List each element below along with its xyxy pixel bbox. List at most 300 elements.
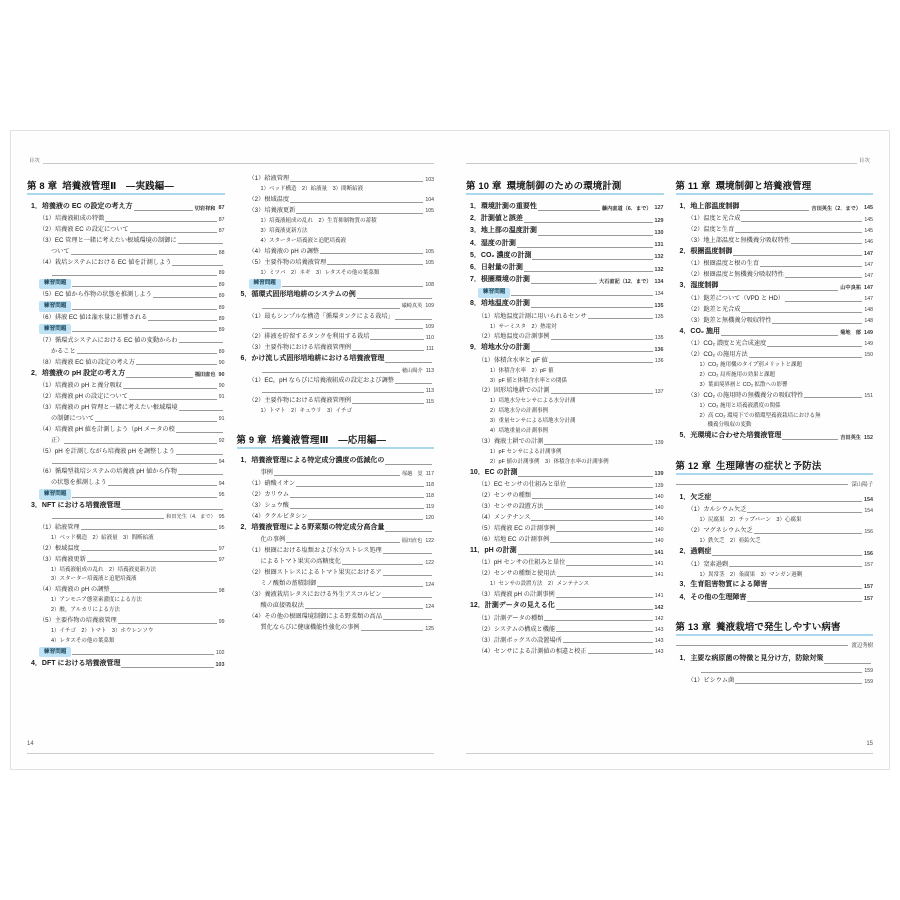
toc-entry[interactable] — [466, 239, 664, 250]
toc-entry[interactable] — [237, 376, 435, 386]
toc-leader-line — [747, 600, 862, 602]
toc-entry[interactable] — [27, 279, 225, 289]
toc-entry[interactable] — [237, 612, 435, 622]
toc-entry[interactable] — [676, 225, 874, 235]
toc-entries-r2b — [676, 493, 874, 603]
toc-entry-page: 89 — [218, 304, 225, 311]
toc-entry[interactable] — [676, 412, 874, 421]
toc-entry-label: 1）ミツバ 2）ネギ 3）レタスその他の葉菜類 — [260, 269, 380, 276]
toc-entry[interactable] — [237, 601, 435, 611]
toc-entry[interactable] — [27, 637, 225, 646]
toc-leader-line — [105, 220, 216, 222]
toc-leader-line — [544, 443, 653, 445]
toc-entry-page: 157 — [864, 596, 873, 603]
running-head-label: 目次 — [27, 157, 43, 165]
toc-entry[interactable] — [27, 247, 225, 257]
toc-entry-page: 124 — [425, 603, 434, 610]
toc-entry[interactable] — [27, 534, 225, 543]
toc-entry[interactable] — [466, 263, 664, 274]
toc-entry[interactable] — [466, 427, 664, 436]
toc-leader-line — [385, 530, 432, 532]
toc-entries-l2a — [237, 174, 435, 416]
footer-rule — [27, 753, 434, 754]
right-page-columns — [466, 174, 873, 750]
toc-entries-r2c — [676, 654, 874, 685]
toc-entry[interactable] — [676, 281, 874, 292]
toc-entry[interactable] — [676, 654, 874, 665]
toc-entry-label: 2．培養液の pH 設定の考え方 — [31, 369, 126, 377]
toc-entry[interactable] — [466, 535, 664, 545]
toc-entry[interactable] — [237, 590, 435, 600]
toc-entry[interactable] — [676, 247, 874, 258]
toc-entry[interactable] — [676, 402, 874, 411]
toc-entry[interactable] — [466, 397, 664, 406]
toc-entry[interactable] — [466, 214, 664, 225]
toc-entry-label: （1）ピシウム菌 — [687, 677, 735, 685]
toc-entry-page: 134 — [654, 278, 664, 285]
toc-leader-line — [511, 294, 652, 296]
toc-entry[interactable] — [237, 501, 435, 511]
footer-rule — [466, 753, 873, 754]
toc-leader-line — [274, 474, 400, 476]
toc-entry-label: 3）葉面境界層と CO₂ 拡散への影響 — [699, 381, 788, 388]
toc-entry[interactable] — [676, 580, 874, 591]
toc-entry-label: 2．計測値と誤差 — [470, 215, 523, 223]
toc-entry[interactable] — [466, 299, 664, 310]
toc-entry-label: 練習問題 — [249, 279, 281, 289]
toc-leader-line — [733, 254, 862, 256]
toc-entry[interactable] — [27, 392, 225, 402]
toc-entry[interactable] — [27, 358, 225, 368]
toc-leader-line — [71, 253, 217, 255]
toc-entry-label: 1．欠乏症 — [679, 494, 712, 502]
toc-entry-label: （1）EC，pH ならびに培養液組成の設定および調整 — [248, 377, 394, 384]
toc-entry-page: 90 — [218, 383, 225, 390]
toc-entry[interactable] — [27, 214, 225, 224]
chapter-title: 培養液管理Ⅱ ―実践編― — [62, 180, 174, 191]
toc-entries-r1 — [466, 202, 664, 656]
toc-entry[interactable] — [466, 590, 664, 600]
toc-entry[interactable] — [466, 288, 664, 298]
toc-entry[interactable] — [676, 327, 874, 338]
toc-entry[interactable] — [676, 676, 874, 686]
toc-entry-label: 9．培地水分の計測 — [470, 344, 530, 352]
toc-entry-label: 7．根圏環境の計測 — [470, 276, 530, 284]
toc-entry-label: （2）根圏温度と無機養分吸収特性 — [687, 271, 784, 279]
toc-entry-label: 1）イチゴ 2）トマト 3）ホウレンソウ — [51, 628, 154, 635]
toc-entry[interactable] — [676, 305, 874, 315]
toc-entry[interactable] — [27, 369, 225, 380]
toc-entry-label: （2）温度と生育 — [687, 226, 735, 234]
toc-entry[interactable] — [466, 251, 664, 262]
toc-entry[interactable] — [27, 566, 225, 575]
toc-entry[interactable] — [237, 523, 435, 534]
toc-entry[interactable] — [237, 490, 435, 500]
toc-entry[interactable] — [27, 478, 225, 488]
toc-entry[interactable] — [27, 425, 225, 435]
toc-entry[interactable] — [676, 431, 874, 442]
toc-leader-line — [735, 231, 862, 233]
toc-entry-label: （4）培養液 pH 値を計測しよう（pH メータの校 — [39, 425, 175, 433]
toc-entry[interactable] — [237, 623, 435, 633]
toc-entry[interactable] — [676, 421, 874, 430]
toc-entry-page: 95 — [218, 525, 225, 532]
toc-entry[interactable] — [676, 339, 874, 349]
toc-entry-page: 89 — [218, 292, 225, 299]
toc-entry-label: （2）システムの構成と機能 — [478, 625, 556, 633]
toc-entry[interactable] — [676, 214, 874, 224]
toc-entry-label: （2）排液を貯留するタンクを利用する栽培 — [248, 333, 370, 341]
toc-entry-label: （2）主要作物における培養液管理例 — [248, 397, 351, 405]
toc-entry[interactable] — [676, 593, 874, 604]
toc-entry[interactable] — [237, 512, 435, 522]
toc-entry[interactable] — [466, 569, 664, 579]
toc-entry-label: 1）アンモニア態窒素濃度による方法 — [51, 597, 142, 604]
toc-entry[interactable] — [466, 558, 664, 568]
toc-entry[interactable] — [237, 174, 435, 184]
toc-entry-label: （3）EC 管理と一緒に考えたい根域環境の制御に — [39, 237, 177, 245]
toc-entry[interactable] — [27, 447, 225, 457]
toc-entry[interactable] — [27, 313, 225, 323]
toc-entry[interactable] — [676, 294, 874, 304]
toc-entry[interactable] — [27, 347, 225, 357]
toc-entry-page: 95 — [218, 514, 225, 521]
toc-entry-label: 2）高 CO₂ 環境下での循環型養液栽培における無 — [699, 412, 821, 419]
toc-entry[interactable] — [676, 537, 874, 546]
toc-entry[interactable] — [27, 414, 225, 424]
toc-entry[interactable] — [676, 667, 874, 675]
toc-entry-page: 134 — [654, 290, 664, 297]
toc-entry[interactable] — [237, 237, 435, 246]
toc-entry[interactable] — [466, 417, 664, 426]
toc-leader-line — [370, 338, 423, 340]
toc-entry[interactable] — [237, 354, 435, 365]
toc-entry-label: 2．根圏温度制御 — [679, 248, 733, 256]
toc-entry-label: 3．生育阻害物質による障害 — [679, 581, 768, 589]
toc-leader-line — [179, 341, 223, 343]
toc-entry[interactable] — [237, 247, 435, 257]
toc-leader-line — [87, 560, 217, 562]
toc-entry[interactable] — [237, 312, 435, 322]
toc-entry-page: 135 — [654, 314, 664, 321]
toc-entry-label: 3．湿度制御 — [679, 282, 719, 290]
toc-entry[interactable] — [676, 236, 874, 246]
toc-entry-label: 1．主要な病原菌の特徴と見分け方，防除対策 — [679, 655, 824, 663]
toc-entry[interactable] — [466, 332, 664, 342]
toc-entry-label: ついて — [51, 248, 70, 256]
toc-entry[interactable] — [27, 616, 225, 626]
toc-entry[interactable] — [27, 501, 225, 512]
toc-entry-page: 90 — [218, 372, 225, 379]
toc-entry-page: 148 — [864, 318, 873, 325]
toc-leader-line — [518, 475, 652, 477]
toc-entry-page: 140 — [654, 515, 664, 522]
chapter-number: 第 9 章 — [236, 433, 267, 445]
toc-entry[interactable] — [237, 579, 435, 589]
toc-entry-label: （4）培養液の pH の調整 — [39, 586, 110, 594]
toc-leader-line — [118, 622, 217, 624]
toc-entry[interactable] — [466, 480, 664, 490]
toc-entry-label: 4）レタスその他の葉菜類 — [51, 638, 115, 645]
toc-entry-label: 1）CO₂ 施用機のタイプ別メリットと課題 — [699, 361, 802, 368]
toc-entry[interactable] — [27, 523, 225, 533]
toc-entry-label: （2）カリウム — [248, 491, 290, 499]
toc-entry[interactable] — [237, 387, 435, 395]
chapter-heading-10 — [466, 178, 664, 195]
toc-entry-label: 3）スターター培養液と追肥培養液 — [51, 576, 137, 583]
toc-leader-line — [588, 317, 653, 319]
toc-entry[interactable] — [466, 625, 664, 635]
toc-entry[interactable] — [27, 489, 225, 499]
toc-entry[interactable] — [27, 258, 225, 268]
toc-entry[interactable] — [676, 371, 874, 380]
toc-entry[interactable] — [466, 448, 664, 457]
toc-entry[interactable] — [237, 206, 435, 216]
toc-entry[interactable] — [27, 555, 225, 565]
toc-leader-line — [179, 409, 223, 411]
toc-entry[interactable] — [27, 513, 225, 521]
chapter-number: 第 11 章 — [675, 180, 711, 191]
toc-entry[interactable] — [237, 396, 435, 406]
toc-entry[interactable] — [466, 502, 664, 512]
toc-entry[interactable] — [27, 606, 225, 615]
toc-entry[interactable] — [466, 601, 664, 612]
toc-entry[interactable] — [466, 513, 664, 523]
toc-entry[interactable] — [237, 258, 435, 268]
toc-entry-label: 5．CO₂ 濃度の計測 — [470, 251, 532, 259]
toc-entry-label: （1）給液管理 — [248, 175, 290, 182]
toc-entry[interactable] — [466, 202, 664, 213]
toc-entry-label: （1）pH センサの仕組みと単位 — [478, 559, 566, 567]
chapter-number: 第 13 章 — [675, 621, 712, 633]
toc-entry[interactable] — [27, 659, 225, 670]
toc-entry[interactable] — [27, 336, 225, 346]
toc-entry[interactable] — [466, 546, 664, 557]
toc-entry[interactable] — [466, 312, 664, 322]
toc-entry[interactable] — [27, 596, 225, 605]
toc-entry[interactable] — [237, 195, 435, 205]
toc-entry-page: 122 — [425, 559, 434, 566]
toc-entry[interactable] — [466, 491, 664, 501]
toc-entry[interactable] — [676, 560, 874, 570]
toc-leader-line — [108, 484, 217, 486]
toc-entry[interactable] — [676, 505, 874, 515]
toc-leader-line — [352, 402, 424, 404]
toc-entry[interactable] — [466, 343, 664, 354]
toc-entry[interactable] — [237, 269, 435, 278]
toc-entry-page: 154 — [864, 496, 873, 503]
toc-entry-page: 89 — [218, 315, 225, 322]
toc-entry[interactable] — [466, 636, 664, 646]
toc-entry[interactable] — [466, 437, 664, 447]
toc-entry-page: 156 — [864, 550, 873, 557]
toc-entry[interactable] — [27, 236, 225, 246]
toc-leader-line — [768, 587, 862, 589]
toc-entry-label: 3．NFT における培養液管理 — [31, 501, 121, 509]
toc-entry[interactable] — [676, 547, 874, 558]
toc-entry[interactable] — [676, 350, 874, 360]
toc-entry[interactable] — [237, 456, 435, 467]
toc-entry[interactable] — [237, 468, 435, 478]
toc-entry[interactable] — [27, 225, 225, 235]
toc-entry[interactable] — [676, 493, 874, 504]
toc-entry[interactable] — [676, 316, 874, 326]
toc-entry-page: 147 — [864, 273, 873, 280]
toc-entry[interactable] — [27, 301, 225, 311]
toc-leader-line — [123, 387, 217, 389]
toc-entry[interactable] — [27, 403, 225, 413]
toc-entry[interactable] — [237, 557, 435, 567]
toc-entry[interactable] — [27, 324, 225, 334]
toc-leader-line — [556, 596, 653, 598]
toc-leader-line — [95, 420, 217, 422]
toc-entry[interactable] — [676, 381, 874, 390]
toc-entry[interactable] — [237, 217, 435, 226]
toc-entry[interactable] — [237, 227, 435, 236]
toc-entry[interactable] — [466, 367, 664, 376]
toc-entry-label: 練習問題 — [39, 301, 71, 311]
toc-entry[interactable] — [466, 468, 664, 479]
toc-entry[interactable] — [27, 467, 225, 477]
toc-entry-label: （3）シュウ酸 — [248, 502, 289, 510]
toc-entry-label: 1）pF センサによる計測事例 — [490, 449, 562, 456]
toc-leader-line — [290, 496, 424, 498]
toc-entry-label: （2）培地温度の計測事例 — [478, 333, 550, 341]
toc-entry[interactable] — [27, 458, 225, 466]
toc-entry[interactable] — [466, 377, 664, 386]
toc-entry[interactable] — [466, 580, 664, 589]
toc-entry-label: 練習問題 — [478, 288, 510, 298]
toc-entry[interactable] — [676, 270, 874, 280]
toc-entry[interactable] — [676, 571, 874, 580]
toc-entry[interactable] — [27, 544, 225, 554]
toc-entry[interactable] — [237, 290, 435, 301]
toc-entry-label: 練習問題 — [39, 647, 71, 657]
toc-leader-line — [566, 564, 653, 566]
toc-entry[interactable] — [676, 361, 874, 370]
toc-leader-line — [290, 201, 423, 203]
toc-entry[interactable] — [27, 436, 225, 446]
toc-entry[interactable] — [27, 575, 225, 584]
toc-entry-label: 事例 — [260, 469, 273, 477]
toc-entry[interactable] — [676, 391, 874, 401]
toc-entry-page: 129 — [654, 217, 664, 224]
toc-leader-line — [719, 289, 838, 291]
toc-entry[interactable] — [466, 323, 664, 332]
toc-entry-page: 94 — [218, 458, 225, 465]
toc-entry-label: 1）CO₂ 施用と培養液濃度の関係 — [699, 402, 781, 409]
toc-entry[interactable] — [676, 516, 874, 525]
toc-leader-line — [81, 549, 217, 551]
toc-entry-page: 135 — [654, 302, 664, 309]
toc-entries-r2a — [676, 202, 874, 442]
toc-entry[interactable] — [237, 535, 435, 545]
toc-entry-author: 大石直記（12．まで） — [599, 279, 652, 286]
toc-entry[interactable] — [27, 269, 225, 277]
toc-leader-line — [178, 242, 223, 244]
toc-entry[interactable] — [237, 185, 435, 194]
toc-entry-label: 8．培地温度の計測 — [470, 300, 530, 308]
toc-entry-label: （5）培養液 EC の計測事例 — [478, 525, 556, 533]
toc-entry-page: 143 — [654, 638, 664, 645]
toc-leader-line — [357, 297, 432, 299]
toc-entry[interactable] — [466, 356, 664, 366]
toc-entry[interactable] — [237, 546, 435, 556]
toc-entry-page: 132 — [654, 266, 664, 273]
toc-entry[interactable] — [676, 202, 874, 213]
toc-entry-label: （6）排液 EC 値は潅水量に影響される — [39, 313, 148, 321]
toc-entry[interactable] — [237, 279, 435, 289]
toc-leader-line — [556, 630, 653, 632]
toc-entry[interactable] — [676, 526, 874, 536]
toc-entry[interactable] — [27, 585, 225, 595]
toc-entry-label: （4）培養液の pH の調整 — [248, 247, 319, 255]
toc-entry-label: （3）主要作物における培養液管理例 — [248, 344, 351, 352]
toc-entry-label: 2）pF 値の計測事例 3）体積含水率の計測事例 — [490, 459, 609, 465]
toc-entry-page: 145 — [864, 205, 873, 212]
toc-entry[interactable] — [27, 290, 225, 300]
toc-entry[interactable] — [466, 614, 664, 624]
toc-entry[interactable] — [27, 381, 225, 391]
toc-leader-line — [72, 285, 216, 287]
running-head-label: 目次 — [857, 157, 873, 165]
toc-entry-label: （5）主要作物の培養液管理 — [39, 617, 117, 625]
toc-entry[interactable] — [676, 259, 874, 269]
toc-entry-label: （1）飽差について（VPD と HD） — [687, 294, 784, 302]
toc-leader-line — [760, 265, 862, 267]
toc-entry[interactable] — [466, 275, 664, 286]
left-page-columns — [27, 174, 434, 750]
toc-entry-label: （1）培地温度計測に用いられるセンサ — [478, 312, 587, 320]
toc-entry[interactable] — [27, 202, 225, 213]
toc-entry[interactable] — [27, 647, 225, 657]
toc-entry-page: 87 — [218, 205, 225, 212]
toc-entry[interactable] — [466, 386, 664, 396]
toc-entry-label: （1）給液管理 — [39, 523, 80, 531]
toc-entry[interactable] — [237, 479, 435, 489]
toc-entry[interactable] — [237, 332, 435, 342]
toc-entry[interactable] — [466, 458, 664, 467]
toc-entry[interactable] — [237, 323, 435, 331]
toc-entry-page: 108 — [425, 281, 434, 288]
toc-entry-label: （3）培養液の pH 管理と一緒に考えたい根域環境 — [39, 403, 178, 411]
toc-entry[interactable] — [466, 407, 664, 416]
toc-entry[interactable] — [466, 524, 664, 534]
toc-entry-label: （1）最もシンプルな構造「循環タンクによる栽培」 — [248, 312, 394, 320]
toc-entry-page: 99 — [218, 618, 225, 625]
toc-entry[interactable] — [237, 407, 435, 416]
toc-entry-page: 118 — [425, 481, 434, 488]
toc-entry[interactable] — [237, 343, 435, 353]
toc-entry-page: 147 — [864, 284, 873, 291]
toc-entry-page: 157 — [864, 562, 873, 569]
toc-entry[interactable] — [466, 647, 664, 657]
toc-entry-label: （7）循環式システムにおける EC 値の変動からわ — [39, 336, 178, 344]
toc-leader-line — [290, 507, 424, 509]
toc-entry-label: 3）培養液更新方法 — [260, 227, 308, 234]
toc-leader-line — [72, 308, 216, 310]
toc-entry[interactable] — [27, 627, 225, 636]
toc-leader-line — [77, 352, 217, 354]
toc-entry[interactable] — [237, 367, 435, 375]
toc-entry[interactable] — [237, 568, 435, 578]
toc-leader-line — [317, 585, 423, 587]
toc-leader-line — [550, 541, 653, 543]
toc-entry[interactable] — [466, 226, 664, 237]
toc-leader-line — [52, 517, 164, 519]
toc-leader-line — [538, 234, 653, 236]
toc-entry[interactable] — [237, 302, 435, 310]
